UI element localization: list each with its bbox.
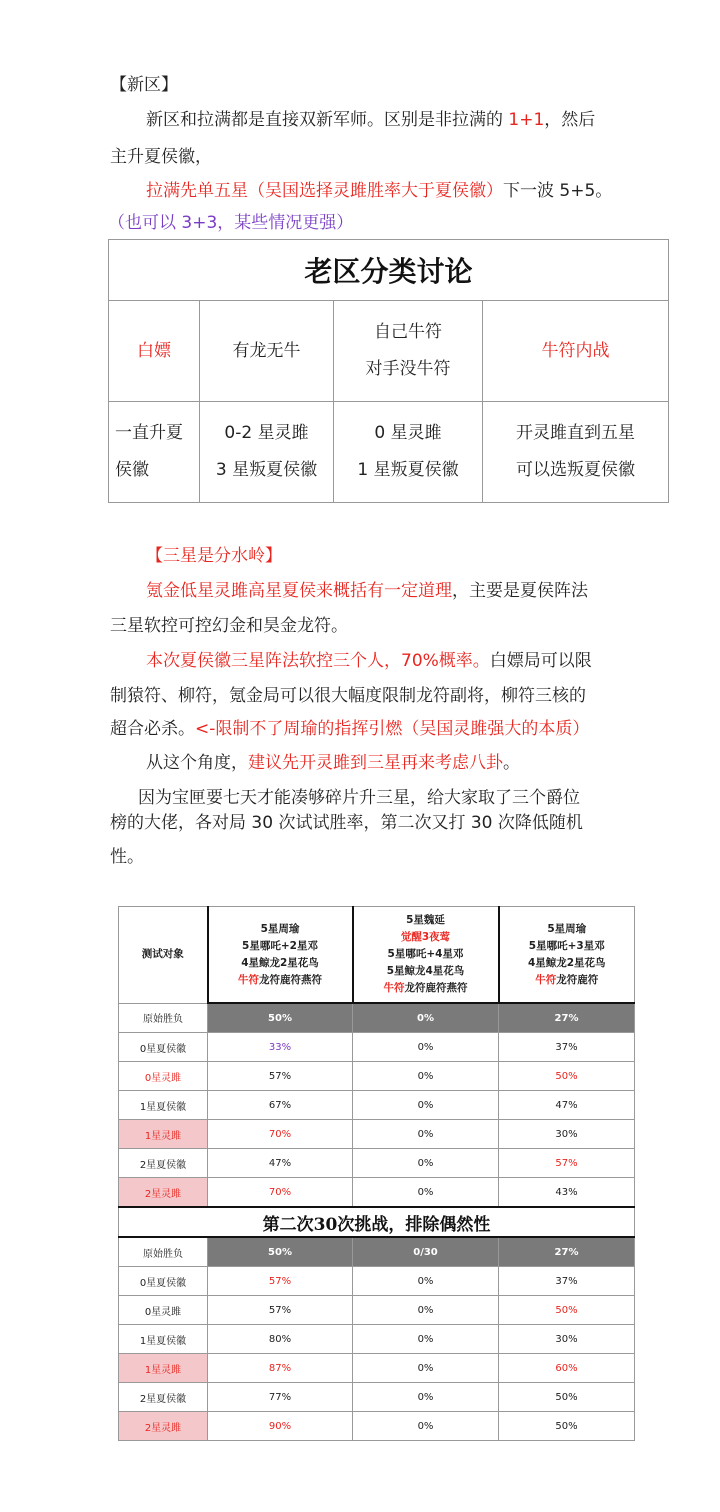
analysis-heading: 【三星是分水岭】 [146,546,282,566]
analysis-p4: 因为宝匣要七天才能凑够碎片升三星，给大家取了三个爵位 [138,788,580,808]
analysis-p4-end: 性。 [110,847,144,867]
new-region-paragraph-2 [146,176,612,201]
table-row: 1星夏侯徽 67% 0% 47% [119,1091,635,1120]
p1-text-a: 新区和拉满都是直接双新军师。区别是非拉满的 [146,110,509,130]
new-region-paragraph-1 [146,105,595,130]
header-own-ox: 自己牛符 对手没牛符 [334,301,483,402]
old-region-table [108,239,669,503]
analysis-p2: 本次夏侯徽三星阵法软控三个人，70%概率。白嫖局可以限 [146,651,592,671]
table-row: 原始胜负 50% 0/30 27% [119,1237,635,1267]
table-row: 1星灵雎 70% 0% 30% [119,1120,635,1149]
header-free: 白嫖 [109,301,200,402]
old-region-table-title: 老区分类讨论 [109,240,669,301]
table-row: 2星灵雎 90% 0% 50% [119,1412,635,1441]
table-row: 0星夏侯徽 57% 0% 37% [119,1267,635,1296]
analysis-p3: 从这个角度，建议先开灵雎到三星再来考虑八卦。 [146,753,520,773]
new-region-heading: 【新区】 [110,75,178,95]
table-row: 原始胜负 50% 0% 27% [119,1003,635,1033]
body-own-ox: 0 星灵雎 1 星叛夏侯徽 [334,402,483,503]
second-challenge-title: 第二次30次挑战，排除偶然性 [119,1207,635,1237]
body-free: 一直升夏 侯徽 [109,402,200,503]
analysis-p1-cont: 三星软控可控幻金和昊金龙符。 [110,616,348,636]
analysis-p1: 氪金低星灵雎高星夏侯来概括有一定道理，主要是夏侯阵法 [146,581,588,601]
header-dragon-no-ox: 有龙无牛 [200,301,334,402]
table-row: 2星夏侯徽 77% 0% 50% [119,1383,635,1412]
analysis-p2-cont: 制猿符、柳符，氪金局可以很大幅度限制龙符副将，柳符三核的 [110,686,586,706]
table-row: 0星灵雎 57% 0% 50% [119,1062,635,1091]
table-row: 1星灵雎 87% 0% 60% [119,1354,635,1383]
opponent-col-3: 5星周瑜 5星哪吒+3星邓 4星鲸龙2星花鸟 牛符龙符鹿符 [499,907,635,1004]
table-row: 0星夏侯徽 33% 0% 37% [119,1033,635,1062]
corner-label: 测试对象 [119,907,208,1004]
header-ox-civil-war: 牛符内战 [483,301,669,402]
p2-text: 下一波 5+5。 [503,181,613,201]
analysis-p2-end: 超合必杀。<-限制不了周瑜的指挥引燃（吴国灵雎强大的本质） [110,719,590,739]
analysis-p4-cont: 榜的大佬，各对局 30 次试试胜率，第二次又打 30 次降低随机 [110,813,583,833]
test-results-table [118,906,635,1441]
p2-highlight: 拉满先单五星（吴国选择灵雎胜率大于夏侯徽） [146,181,503,201]
table-row: 0星灵雎 57% 0% 50% [119,1296,635,1325]
p1-highlight: 1+1 [508,110,545,130]
body-ox-civil-war: 开灵雎直到五星 可以选叛夏侯徽 [483,402,669,503]
new-region-paragraph-3: （也可以 3+3，某些情况更强） [108,213,354,233]
p1-text-c: ，然后 [544,110,596,130]
opponent-col-2: 5星魏延 觉醒3夜莺 5星哪吒+4星邓 5星鲸龙4星花鸟 牛符龙符鹿符燕符 [353,907,499,1004]
table-row: 2星灵雎 70% 0% 43% [119,1178,635,1208]
table-row: 1星夏侯徽 80% 0% 30% [119,1325,635,1354]
table-row: 2星夏侯徽 47% 0% 57% [119,1149,635,1178]
body-dragon-no-ox: 0-2 星灵雎 3 星叛夏侯徽 [200,402,334,503]
new-region-paragraph-1-cont: 主升夏侯徽， [110,147,212,167]
opponent-col-1: 5星周瑜 5星哪吒+2星邓 4星鲸龙2星花鸟 牛符龙符鹿符燕符 [208,907,353,1004]
